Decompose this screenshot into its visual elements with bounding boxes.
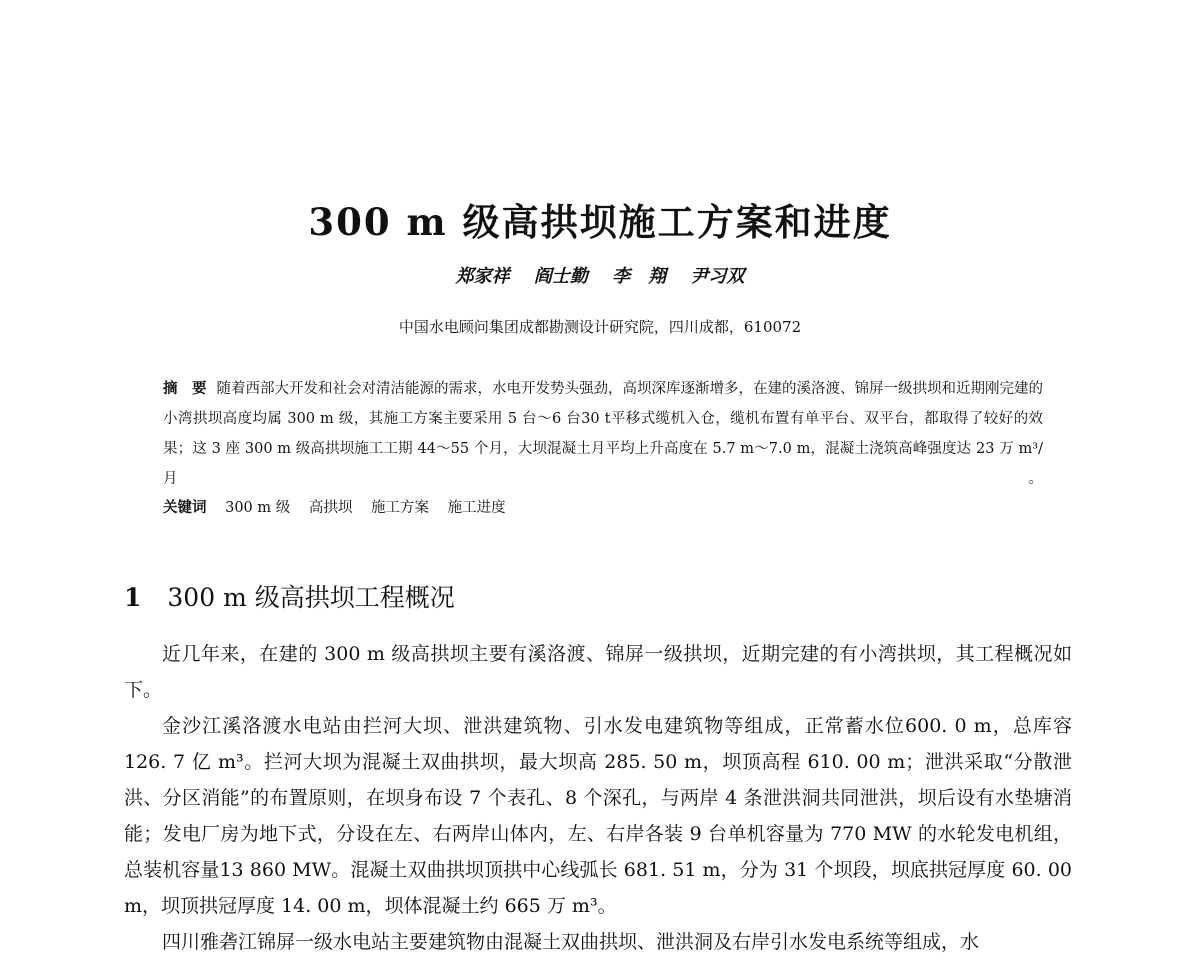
keyword: 高拱坝 xyxy=(308,500,353,516)
paragraph: 四川雅砻江锦屏一级水电站主要建筑物由混凝土双曲拱坝、泄洪洞及右岸引水发电系统等组成，水 xyxy=(162,931,980,953)
author-name: 尹习双 xyxy=(690,266,745,287)
paragraph: 金沙江溪洛渡水电站由拦河大坝、泄洪建筑物、引水发电建筑物等组成，正常蓄水位600. 0 m，总库容 126. 7 亿 m³。拦河大坝为混凝土双曲拱坝，最大坝高 285. 50 m，坝顶高程 610. 00 m；泄洪采取“分散泄洪、分区消能”的布置原则，在坝身布设 7 个表孔、8 个深孔，与两岸 4 条泄洪洞共同泄洪，坝后设有水垫塘消能；发电厂房为地下式，分设在左、右两岸山体内，左、右岸各装 9 台单机容量为 770 MW 的水轮发电机组，总装机容量13 860 MW。混凝土双曲拱坝顶拱中心线弧长 681. 51 m，分为 31 个坝段，坝底拱冠厚度 60. 00 m，坝顶拱冠厚度 14. 00 m，坝体混凝土约 665 万 m³。 xyxy=(124,715,1072,917)
abstract-text: 随着西部大开发和社会对清洁能源的需求，水电开发势头强劲，高坝深库逐渐增多，在建的溪洛渡、锦屏一级拱坝和近期刚完建的小湾拱坝高度均属 300 m 级，其施工方案主要采用 5 台～6 台30 t平移式缆机入仓，缆机布置有单平台、双平台，都取得了较好的效果；这 3 座 300 m 级高拱坝施工工期 44～55 个月，大坝混凝土月平均上升高度在 5.7 m～7.0 m，混凝土浇筑高峰强度达 23 万 m³/月。 xyxy=(163,381,1043,487)
body-text xyxy=(124,636,1072,960)
keywords xyxy=(163,496,1043,520)
author-name: 郑家祥 xyxy=(455,266,510,287)
abstract-label: 摘 要 xyxy=(163,380,207,397)
keywords-label: 关键词 xyxy=(163,499,207,516)
author-list xyxy=(0,262,1200,288)
paper-title: 300 m 级高拱坝施工方案和进度 xyxy=(308,200,892,244)
author-name: 李 翔 xyxy=(612,266,667,287)
author-name: 阎士勤 xyxy=(533,266,588,287)
section-heading xyxy=(124,578,455,614)
section-number: 1 xyxy=(124,583,142,612)
section-title: 300 m 级高拱坝工程概况 xyxy=(167,583,455,612)
paragraph: 近几年来，在建的 300 m 级高拱坝主要有溪洛渡、锦屏一级拱坝，近期完建的有小湾拱坝，其工程概况如下。 xyxy=(124,643,1072,701)
keyword: 施工方案 xyxy=(370,500,429,516)
abstract xyxy=(163,374,1043,494)
affiliation: 中国水电顾问集团成都勘测设计研究院，四川成都，610072 xyxy=(398,318,802,336)
keyword: 300 m 级 xyxy=(225,500,291,516)
keyword: 施工进度 xyxy=(447,500,506,516)
